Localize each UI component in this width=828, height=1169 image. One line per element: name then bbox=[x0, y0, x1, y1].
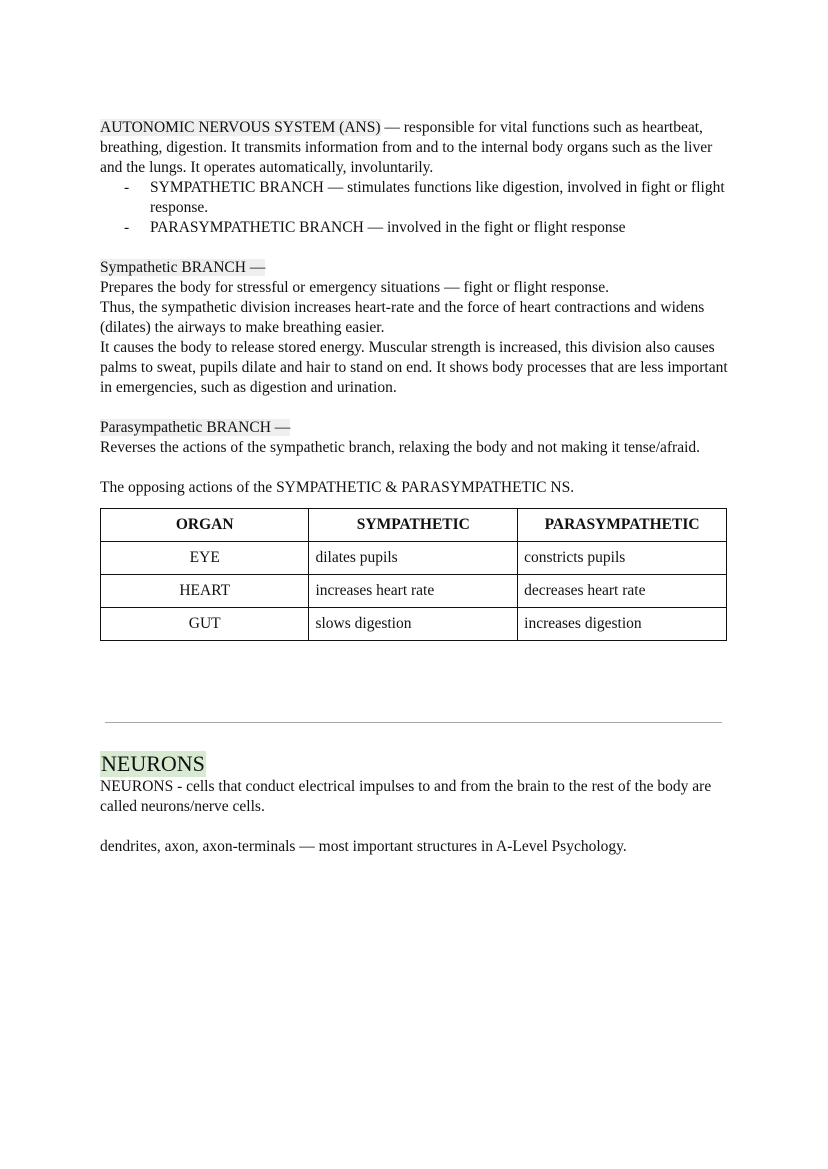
sympathetic-heading: Sympathetic BRANCH — bbox=[100, 259, 266, 276]
bullet-dash: - bbox=[124, 219, 130, 236]
sympathetic-line-2: Thus, the sympathetic division increases heart-rate and the force of heart contractions and widens (dilates) the airways to make breathing easier. bbox=[100, 299, 705, 336]
list-item-parasympathetic: - PARASYMPATHETIC BRANCH — involved in the fight or flight response bbox=[124, 219, 626, 236]
parasympathetic-heading: Parasympathetic BRANCH — bbox=[100, 419, 291, 436]
horizontal-divider bbox=[105, 722, 722, 723]
neurons-structures: dendrites, axon, axon-terminals — most important structures in A-Level Psychology. bbox=[100, 838, 627, 855]
ans-definition: — responsible for vital functions such as heartbeat, breathing, digestion. It transmits information from and to the internal body organs such as the liver and the lungs. It operates automatically, involuntarily. bbox=[100, 119, 713, 176]
opposing-actions-table bbox=[100, 508, 727, 641]
sympathetic-cell: increases heart rate bbox=[309, 575, 518, 608]
organ-cell: HEART bbox=[101, 575, 309, 608]
header-organ: ORGAN bbox=[101, 509, 309, 542]
table-header-row bbox=[101, 509, 727, 542]
header-parasympathetic: PARASYMPATHETIC bbox=[518, 509, 727, 542]
parasympathetic-cell: constricts pupils bbox=[518, 542, 727, 575]
sympathetic-line-1: Prepares the body for stressful or emergency situations — fight or flight response. bbox=[100, 279, 609, 296]
list-item-sympathetic: - SYMPATHETIC BRANCH — stimulates functions like digestion, involved in fight or flight response. bbox=[124, 179, 725, 216]
bullet-dash: - bbox=[124, 179, 130, 196]
ans-term: AUTONOMIC NERVOUS SYSTEM (ANS) bbox=[100, 119, 381, 136]
table-intro: The opposing actions of the SYMPATHETIC & PARASYMPATHETIC NS. bbox=[100, 479, 575, 496]
parasympathetic-cell: decreases heart rate bbox=[518, 575, 727, 608]
organ-cell: GUT bbox=[101, 608, 309, 641]
header-sympathetic: SYMPATHETIC bbox=[309, 509, 518, 542]
document-body bbox=[100, 118, 730, 641]
table-row bbox=[101, 608, 727, 641]
parasympathetic-cell: increases digestion bbox=[518, 608, 727, 641]
organ-cell: EYE bbox=[101, 542, 309, 575]
sympathetic-cell: dilates pupils bbox=[309, 542, 518, 575]
ans-paragraph bbox=[100, 118, 730, 178]
table-row bbox=[101, 575, 727, 608]
neurons-heading: NEURONS bbox=[101, 751, 205, 776]
neurons-section bbox=[100, 751, 730, 857]
branch-list bbox=[100, 178, 730, 238]
table-row bbox=[101, 542, 727, 575]
sympathetic-line-3: It causes the body to release stored energy. Muscular strength is increased, this division also causes palms to sweat, pupils dilate and hair to stand on end. It shows body processes that are less important in emergencies, such as digestion and urination. bbox=[100, 339, 728, 396]
sympathetic-cell: slows digestion bbox=[309, 608, 518, 641]
neurons-definition: NEURONS - cells that conduct electrical impulses to and from the brain to the rest of the body are called neurons/nerve cells. bbox=[100, 778, 712, 815]
parasympathetic-text: Reverses the actions of the sympathetic branch, relaxing the body and not making it tense/afraid. bbox=[100, 439, 701, 456]
